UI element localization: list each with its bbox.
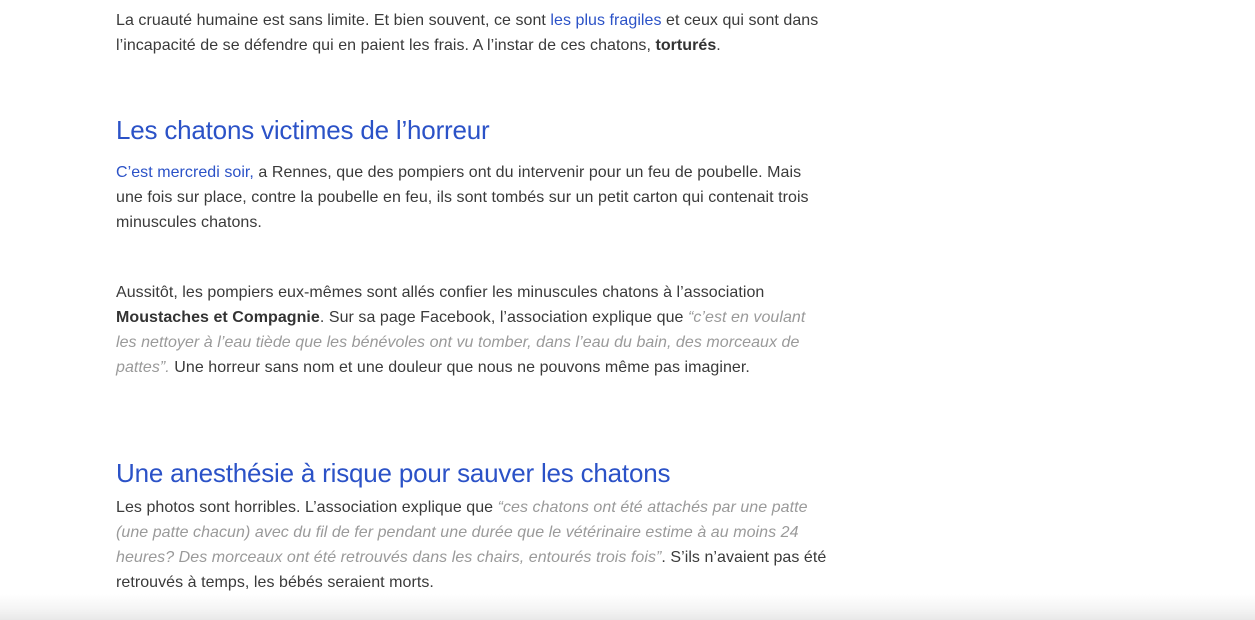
les-plus-fragiles-link[interactable]: les plus fragiles <box>550 12 662 29</box>
photos-text-2: . S’ils n’avaient pas été retrouvés à temps, les bébés seraient morts. <box>116 549 827 591</box>
mercredi-soir-link[interactable]: C’est mercredi soir, <box>116 164 254 181</box>
association-text-2: . Sur sa page Facebook, l’association explique que <box>319 309 688 326</box>
association-paragraph <box>116 280 828 380</box>
photos-paragraph <box>116 495 828 595</box>
photos-text-1: Les photos sont horribles. L’association explique que <box>116 499 498 516</box>
intro-text-1: La cruauté humaine est sans limite. Et bien souvent, ce sont <box>116 12 551 29</box>
intro-bold-tortures: torturés <box>655 37 717 54</box>
intro-paragraph <box>116 8 828 58</box>
bottom-edge-shadow <box>0 594 1255 620</box>
association-text-1: Aussitôt, les pompiers eux-mêmes sont allés confier les minuscules chatons à l’association <box>116 284 765 301</box>
section-heading-chatons-victimes: Les chatons victimes de l’horreur <box>116 115 490 145</box>
intro-text-3: . <box>716 37 721 54</box>
photos-quote: “ces chatons ont été attachés par une patte (une patte chacun) avec du fil de fer pendant une durée que le vétérinaire estime à au moins 24 heures? Des morceaux ont été retrouvés dans les chairs, entourés trois fois” <box>116 499 808 566</box>
rennes-text: a Rennes, que des pompiers ont du intervenir pour un feu de poubelle. Mais une fois sur place, contre la poubelle en feu, ils sont tombés sur un petit carton qui contenait trois minuscules chatons. <box>116 164 809 231</box>
section-heading-anesthesie: Une anesthésie à risque pour sauver les chatons <box>116 458 671 488</box>
association-quote: “c’est en voulant les nettoyer à l’eau tiède que les bénévoles ont vu tomber, dans l’eau du bain, des morceaux de pattes”. <box>116 309 806 376</box>
association-text-3: Une horreur sans nom et une douleur que nous ne pouvons même pas imaginer. <box>169 359 750 376</box>
association-name-bold: Moustaches et Compagnie <box>116 309 320 326</box>
intro-text-2: et ceux qui sont dans l’incapacité de se défendre qui en paient les frais. A l’instar de ces chatons, <box>116 12 819 54</box>
rennes-paragraph <box>116 160 828 235</box>
